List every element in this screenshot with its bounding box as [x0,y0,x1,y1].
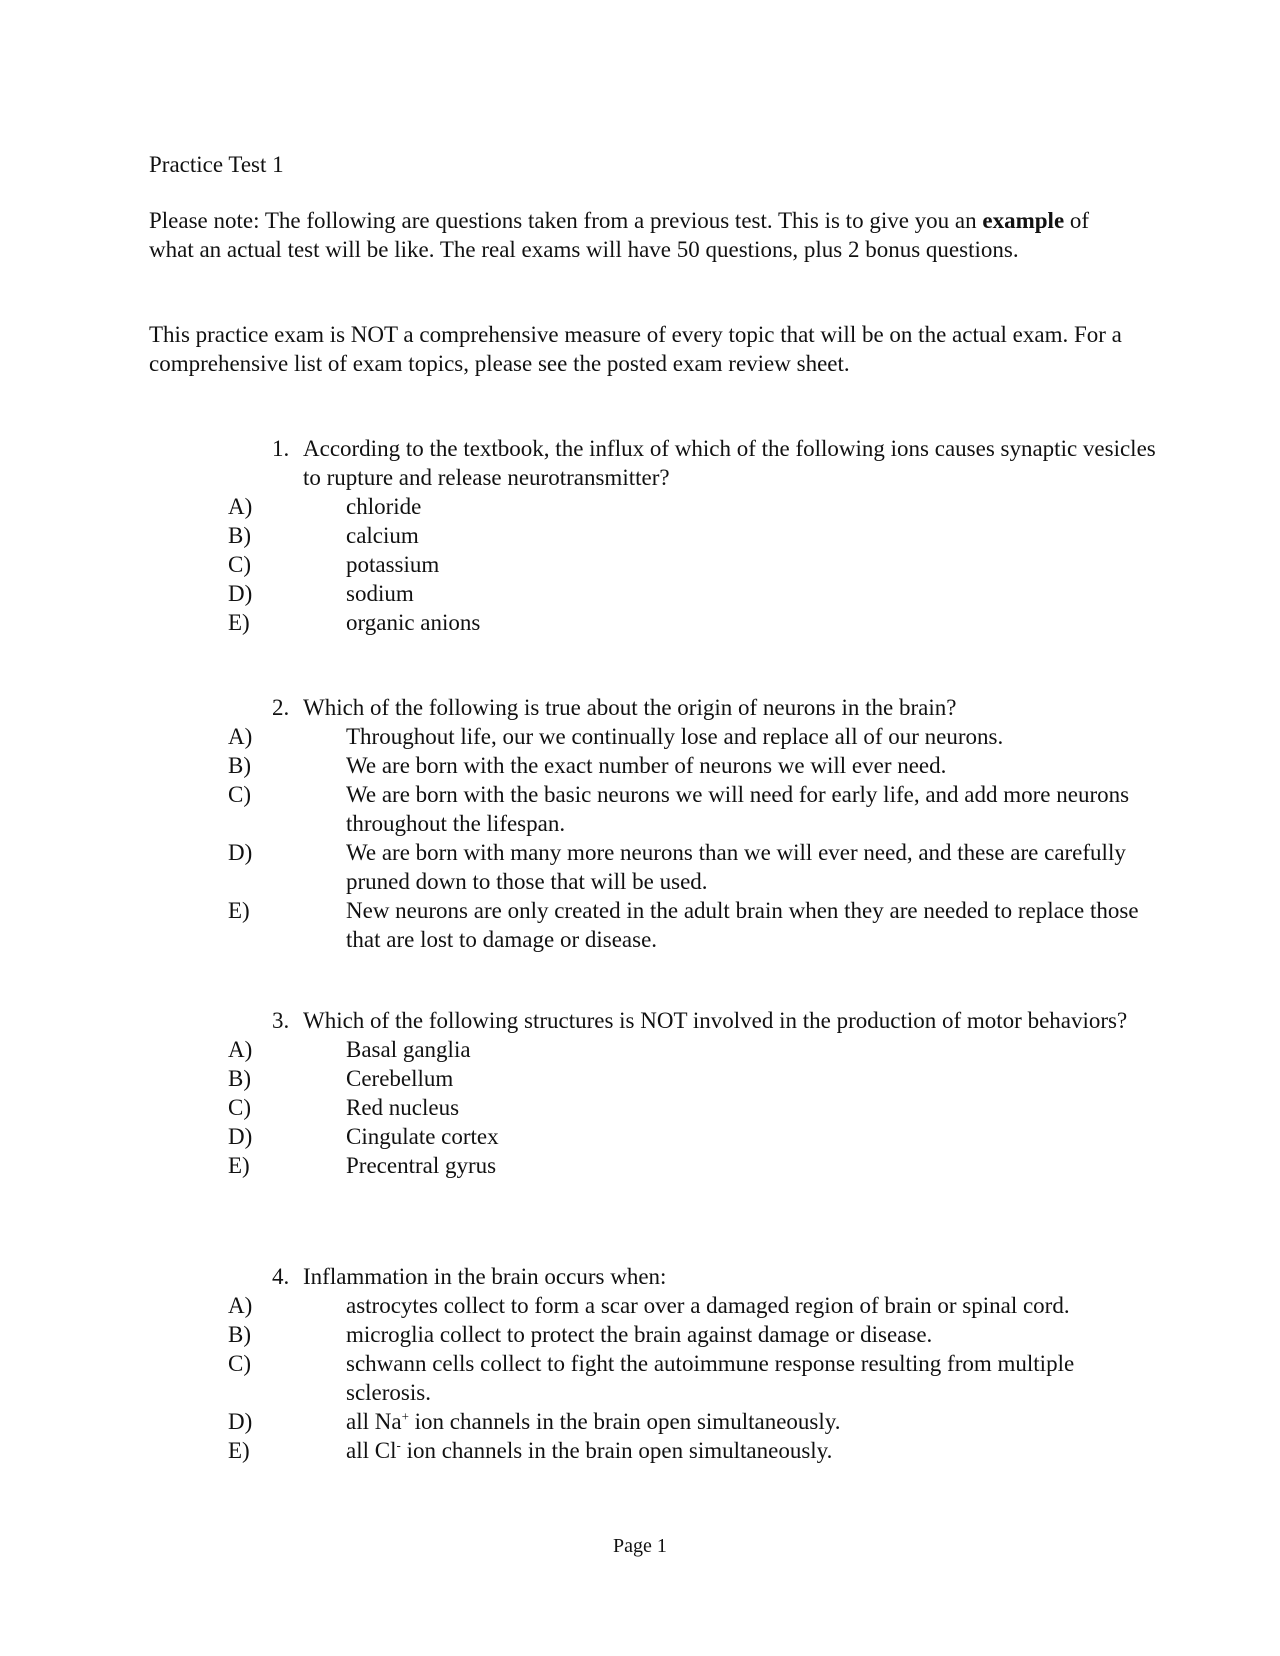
option-body [346,1407,1146,1436]
option-letter: C) [228,1351,251,1376]
option-text: chloride [346,494,422,519]
option-text: Cingulate cortex [346,1124,499,1149]
option-text: organic anions [346,610,481,635]
question-number: 4. [272,1264,290,1289]
question-text: Inflammation in the brain occurs when: [303,1264,667,1289]
option-body [346,1436,1146,1465]
option-body [346,1064,1146,1093]
option-text: Precentral gyrus [346,1153,497,1178]
option-letter: C) [228,782,251,807]
page-number: Page 1 [613,1535,667,1557]
option-letter: A) [228,1293,253,1318]
answer-option [0,1093,1280,1122]
option-letter: A) [228,494,253,519]
question-header [0,1006,1280,1035]
question-number: 2. [272,695,290,720]
question-text: Which of the following is true about the origin of neurons in the brain? [303,695,957,720]
option-letter: D) [228,1409,253,1434]
option-text: microglia collect to protect the brain against damage or disease. [346,1322,933,1347]
option-text: all Na [346,1409,402,1434]
option-text: schwann cells collect to fight the autoimmune response resulting from multiple sclerosis. [346,1351,1075,1405]
answer-option [0,1151,1280,1180]
option-body [346,1291,1146,1320]
intro-disclaimer: This practice exam is NOT a comprehensive measure of every topic that will be on the actual exam. For a comprehensive list of exam topics, please see the posted exam review sheet. [149,322,1122,376]
question-2 [0,693,1280,954]
option-text: Red nucleus [346,1095,460,1120]
question-3 [0,1006,1280,1180]
option-letter: D) [228,1124,253,1149]
intro-text: Please note: The following are questions taken from a previous test. This is to give you an [149,208,983,233]
option-letter: B) [228,1066,251,1091]
page-title: Practice Test 1 [149,152,284,177]
question-number: 1. [272,436,290,461]
intro-note [149,206,1129,264]
answer-option [0,1064,1280,1093]
option-text: Basal ganglia [346,1037,471,1062]
answer-option [0,751,1280,780]
option-body [346,722,1146,751]
option-letter: D) [228,840,253,865]
option-body [346,751,1146,780]
answer-option [0,1320,1280,1349]
answer-option [0,1291,1280,1320]
question-4 [0,1262,1280,1465]
option-body [346,579,1146,608]
option-letter: C) [228,1095,251,1120]
answer-option [0,1407,1280,1436]
question-number: 3. [272,1008,290,1033]
option-text: We are born with the exact number of neurons we will ever need. [346,753,947,778]
option-letter: A) [228,1037,253,1062]
option-text: Throughout life, our we continually lose and replace all of our neurons. [346,724,1004,749]
answer-option [0,492,1280,521]
answer-option [0,550,1280,579]
option-body [346,896,1146,954]
option-letter: E) [228,1438,250,1463]
option-text: ion channels in the brain open simultaneously. [400,1438,833,1463]
answer-option [0,1349,1280,1407]
option-text: astrocytes collect to form a scar over a damaged region of brain or spinal cord. [346,1293,1070,1318]
intro-bold: example [982,208,1065,233]
option-body [346,1151,1146,1180]
option-text: New neurons are only created in the adult brain when they are needed to replace those that are lost to damage or disease. [346,898,1139,952]
option-letter: E) [228,610,250,635]
option-letter: A) [228,724,253,749]
question-1 [0,434,1280,637]
option-body [346,780,1146,838]
answer-option [0,1436,1280,1465]
option-body [346,1320,1146,1349]
option-body [346,1035,1146,1064]
question-text: According to the textbook, the influx of which of the following ions causes synaptic vesicles to rupture and release neurotransmitter? [303,436,1156,490]
option-body [346,1349,1146,1407]
option-body [346,608,1146,637]
answer-option [0,1035,1280,1064]
option-text: Cerebellum [346,1066,454,1091]
option-text: We are born with the basic neurons we will need for early life, and add more neurons throughout the lifespan. [346,782,1130,836]
answer-option [0,608,1280,637]
option-letter: B) [228,1322,251,1347]
option-letter: E) [228,1153,250,1178]
option-body [346,492,1146,521]
answer-option [0,780,1280,838]
option-text: potassium [346,552,440,577]
superscript: + [401,1408,409,1424]
answer-option [0,1122,1280,1151]
option-body [346,550,1146,579]
option-text: We are born with many more neurons than we will ever need, and these are carefully pruned down to those that will be used. [346,840,1126,894]
superscript: - [396,1437,401,1453]
question-header [0,434,1280,492]
answer-option [0,722,1280,751]
option-text: all Cl [346,1438,397,1463]
option-text: ion channels in the brain open simultaneously. [408,1409,841,1434]
option-body [346,1122,1146,1151]
option-body [346,838,1146,896]
option-letter: D) [228,581,253,606]
answer-option [0,521,1280,550]
question-text: Which of the following structures is NOT involved in the production of motor behaviors? [303,1008,1128,1033]
option-body [346,1093,1146,1122]
option-text: calcium [346,523,419,548]
intro-text: of what an actual test will be like. The real exams will have 50 questions, plus 2 bonus questions. [149,208,1090,262]
option-letter: E) [228,898,250,923]
option-letter: B) [228,753,251,778]
question-header [0,1262,1280,1291]
option-body [346,521,1146,550]
answer-option [0,838,1280,896]
answer-option [0,579,1280,608]
option-text: sodium [346,581,414,606]
question-header [0,693,1280,722]
option-letter: B) [228,523,251,548]
answer-option [0,896,1280,954]
option-letter: C) [228,552,251,577]
